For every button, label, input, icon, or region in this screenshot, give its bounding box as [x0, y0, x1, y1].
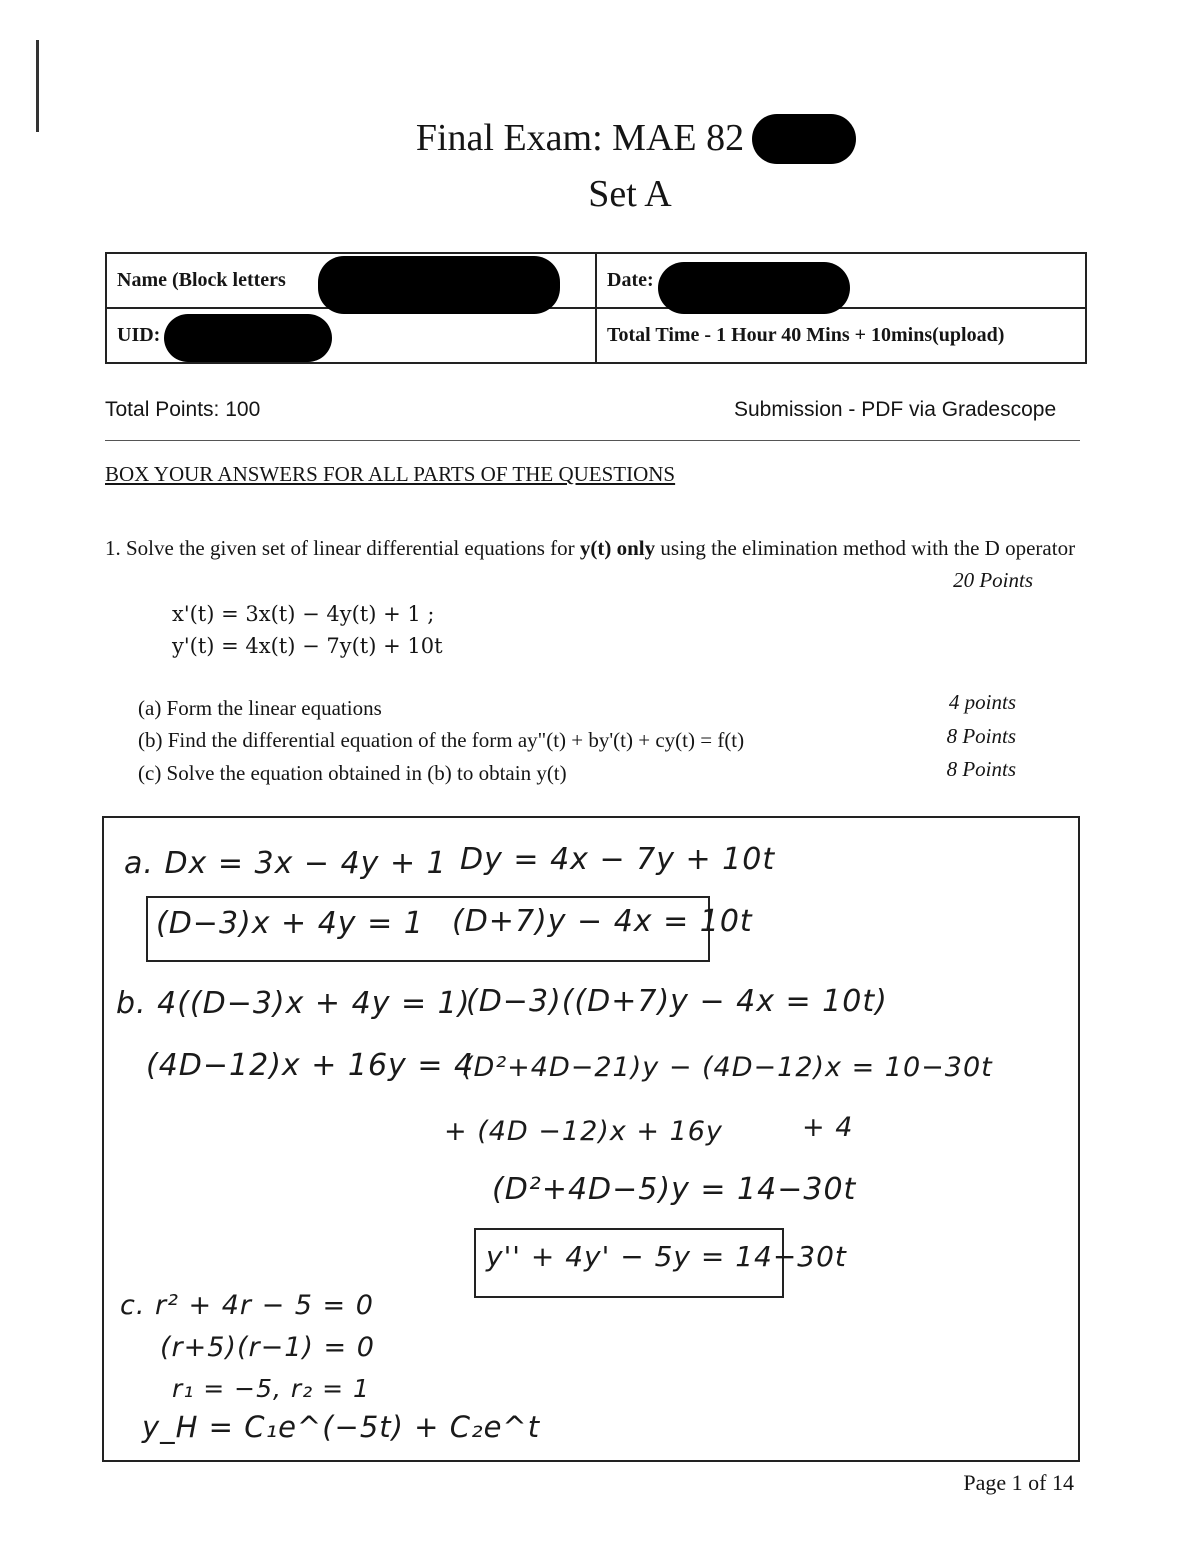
hw-a-line1-right: Dy = 4x − 7y + 10t — [460, 842, 776, 877]
submission-note: Submission - PDF via Gradescope — [734, 398, 1057, 421]
page-number: Page 1 of 14 — [963, 1470, 1074, 1495]
hw-b-line3-plus: + 4 — [802, 1112, 854, 1143]
hw-b-line2-right: (D²+4D−21)y − (4D−12)x = 10−30t — [462, 1052, 993, 1083]
hw-c-line2: (r+5)(r−1) = 0 — [160, 1332, 375, 1363]
total-points: Total Points: 100 — [105, 398, 261, 421]
q1-suffix: using the elimination method with the D operator — [655, 536, 1076, 560]
q1-prefix: 1. Solve the given set of linear differential equations for — [105, 536, 580, 560]
exam-set: Set A — [588, 173, 672, 215]
hw-c-line1: c. r² + 4r − 5 = 0 — [120, 1290, 374, 1321]
hw-b-line1-right: (D−3)((D+7)y − 4x = 10t) — [466, 984, 888, 1019]
date-redaction — [658, 262, 850, 314]
hw-b-line1-left: b. 4((D−3)x + 4y = 1) — [116, 986, 471, 1021]
name-redaction — [318, 256, 560, 314]
time-label: Total Time - 1 Hour 40 Mins + 10mins(upload) — [607, 324, 1005, 346]
course-redaction — [752, 114, 856, 164]
divider — [105, 440, 1080, 441]
part-a-points: 4 points — [948, 690, 1016, 714]
hw-a-line1-left: a. Dx = 3x − 4y + 1 — [124, 846, 447, 881]
part-b-points: 8 Points — [946, 724, 1016, 748]
q1-bold: y(t) only — [579, 536, 656, 560]
question-1-prompt — [105, 532, 1085, 592]
hw-b-line3: + (4D −12)x + 16y — [444, 1116, 723, 1147]
part-b: (b) Find the differential equation of the form ay"(t) + by'(t) + cy(t) = f(t) — [138, 728, 745, 752]
name-label: Name (Block letters — [117, 269, 286, 291]
q1-points: 20 Points — [953, 568, 1033, 592]
hw-c-line4: y_H = C₁e^(−5t) + C₂e^t — [142, 1410, 541, 1444]
part-a: (a) Form the linear equations — [138, 696, 382, 720]
equation-1: x'(t) = 3x(t) − 4y(t) + 1 ; — [172, 602, 435, 626]
equation-2: y'(t) = 4x(t) − 7y(t) + 10t — [172, 634, 443, 658]
time-cell — [596, 308, 1086, 363]
instruction: BOX YOUR ANSWERS FOR ALL PARTS OF THE QUESTIONS — [105, 462, 676, 486]
uid-redaction — [164, 314, 332, 362]
uid-label: UID: — [117, 324, 161, 346]
hw-b-line5: y'' + 4y' − 5y = 14−30t — [486, 1240, 847, 1273]
hw-a-line2-left: (D−3)x + 4y = 1 — [156, 906, 424, 941]
hw-c-line3: r₁ = −5, r₂ = 1 — [172, 1374, 370, 1403]
hw-a-line2-right: (D+7)y − 4x = 10t — [452, 904, 753, 939]
exam-title: Final Exam: MAE 82 — [415, 117, 745, 159]
part-c: (c) Solve the equation obtained in (b) to obtain y(t) — [138, 761, 567, 785]
hw-b-line4: (D²+4D−5)y = 14−30t — [492, 1172, 857, 1207]
date-label: Date: — [607, 269, 654, 291]
hw-b-line2-left: (4D−12)x + 16y = 4 — [146, 1048, 475, 1083]
part-c-points: 8 Points — [946, 757, 1016, 781]
